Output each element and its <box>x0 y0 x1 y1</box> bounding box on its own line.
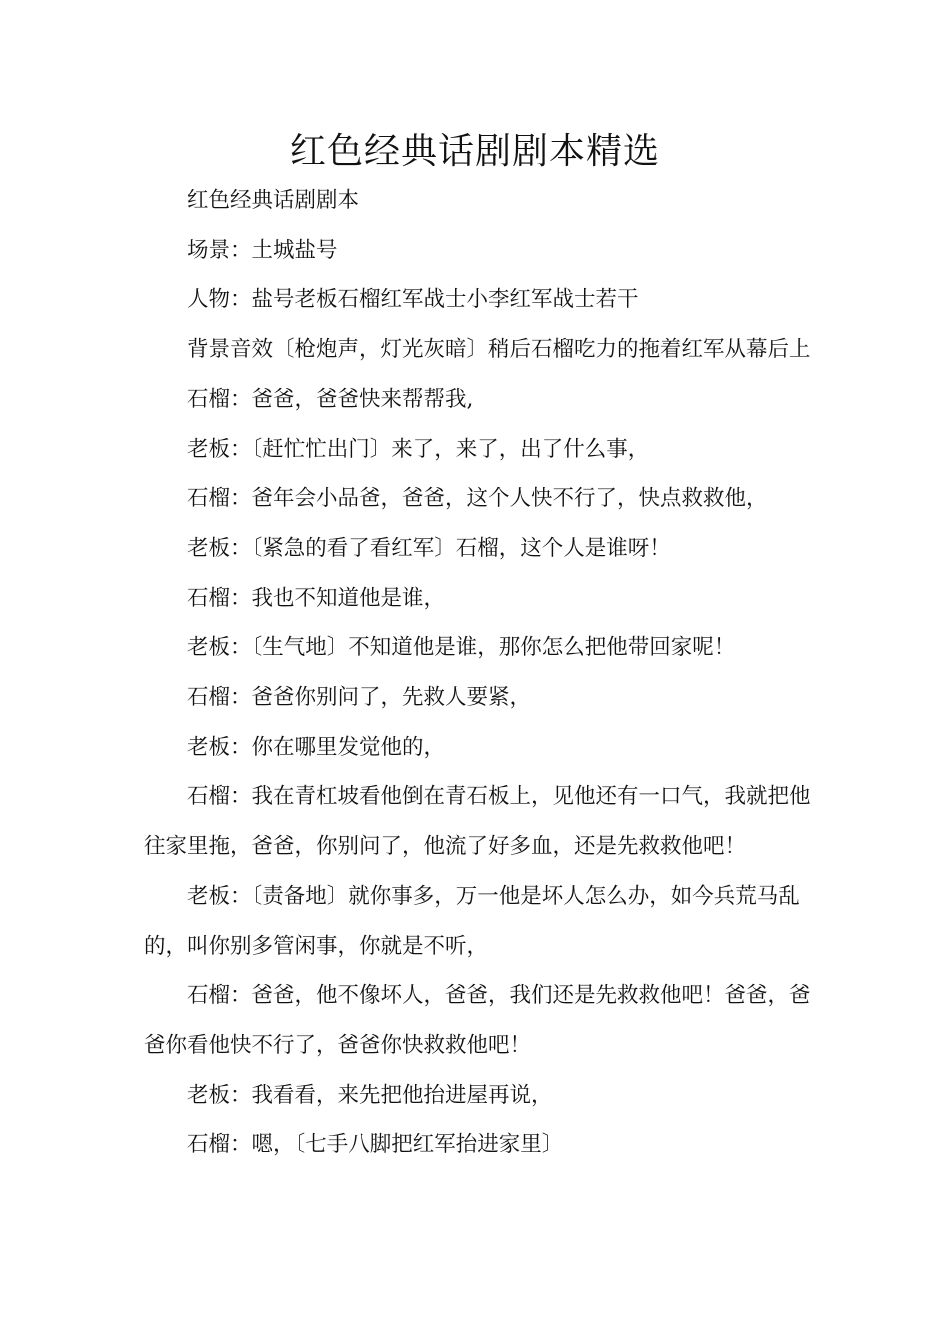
dialogue-line: 老板：〔紧急的看了看红军〕石榴，这个人是谁呀！ <box>187 535 671 561</box>
dialogue-line: 老板：我看看，来先把他抬进屋再说， <box>187 1082 553 1108</box>
dialogue-line: 石榴：我也不知道他是谁， <box>187 585 446 611</box>
dialogue-line: 老板：〔责备地〕就你事多，万一他是坏人怎么办，如今兵荒马乱的，叫你别多管闲事，你就是不听， <box>144 883 800 959</box>
dialogue-line: 石榴：爸爸你别问了，先救人要紧， <box>187 685 532 711</box>
paragraph-scene: 场景：土城盐号 <box>187 237 338 263</box>
document-title: 红色经典话剧剧本精选 <box>289 131 660 172</box>
dialogue-line: 石榴：我在青杠坡看他倒在青石板上，见他还有一口气，我就把他往家里拖，爸爸，你别问了，他流了好多血，还是先救救他吧！ <box>144 784 811 860</box>
dialogue-line: 石榴：爸爸，爸爸快来帮帮我, <box>187 386 474 412</box>
paragraph-subtitle: 红色经典话剧剧本 <box>187 188 360 213</box>
document-body <box>144 176 812 1170</box>
dialogue-line: 老板：〔生气地〕不知道他是谁，那你怎么把他带回家呢！ <box>187 635 736 661</box>
paragraph-characters: 人物：盐号老板石榴红军战士小李红军战士若干 <box>187 287 639 313</box>
dialogue-line: 石榴：嗯，〔七手八脚把红军抬进家里〕 <box>187 1132 564 1158</box>
paragraph-background: 背景音效〔枪炮声，灯光灰暗〕稍后石榴吃力的拖着红军从幕后上 <box>187 337 811 363</box>
dialogue-line: 老板：你在哪里发觉他的， <box>187 734 446 760</box>
dialogue-line: 老板：〔赶忙忙出门〕来了，来了，出了什么事， <box>187 436 650 462</box>
dialogue-line: 石榴：爸爸，他不像坏人，爸爸，我们还是先救救他吧！爸爸，爸爸你看他快不行了，爸爸你快救救他吧！ <box>144 983 811 1058</box>
dialogue-line: 石榴：爸年会小品爸，爸爸，这个人快不行了，快点救救他， <box>187 486 768 512</box>
